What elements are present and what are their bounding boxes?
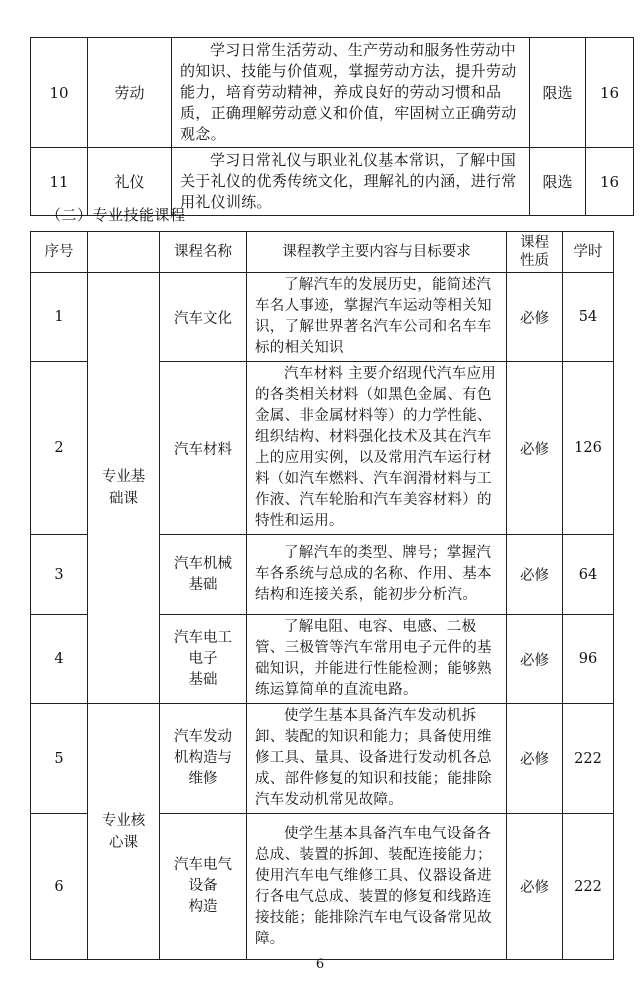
course-name-line: 电子 bbox=[188, 650, 218, 667]
table-row bbox=[31, 273, 614, 362]
general-courses-table-continued bbox=[30, 37, 634, 216]
table-row bbox=[31, 38, 634, 148]
course-content: 了解汽车的类型、牌号；掌握汽车各系统与总成的名称、作用、基本结构和连接关系，能初步分析汽。 bbox=[247, 535, 507, 615]
course-hours: 64 bbox=[563, 535, 614, 615]
page-number: 6 bbox=[315, 957, 325, 972]
course-name-line: 机构造与 bbox=[174, 750, 232, 766]
course-content: 了解汽车的发展历史，能简述汽车名人事迹，掌握汽车运动等相关知识，了解世界著名汽车公司和名车车标的相关知识 bbox=[247, 273, 507, 362]
professional-skills-courses-table bbox=[30, 231, 614, 960]
course-hours: 16 bbox=[586, 38, 634, 148]
course-hours: 54 bbox=[563, 273, 614, 362]
header-content: 课程教学主要内容与目标要求 bbox=[247, 232, 507, 273]
header-type-label: 课程性质 bbox=[520, 235, 549, 269]
course-type: 必修 bbox=[507, 273, 563, 362]
category-label: 专业基础课 bbox=[101, 469, 146, 507]
course-name: 礼仪 bbox=[88, 148, 172, 216]
course-type: 限选 bbox=[530, 38, 586, 148]
course-number: 5 bbox=[31, 704, 88, 814]
course-name: 劳动 bbox=[88, 38, 172, 148]
course-name: 汽车材料 bbox=[160, 362, 247, 535]
course-type: 必修 bbox=[507, 615, 563, 704]
course-name-line: 汽车发动 bbox=[174, 729, 232, 745]
course-content: 使学生基本具备汽车电气设备各总成、装置的拆卸、装配连接能力；使用汽车电气维修工具、仪器设备进行各电气总成、装置的修复和线路连接技能；能排除汽车电气设备常见故障。 bbox=[247, 814, 507, 960]
header-course-name: 课程名称 bbox=[160, 232, 247, 273]
course-type: 必修 bbox=[507, 704, 563, 814]
course-name-line: 汽车电气 bbox=[174, 857, 232, 873]
course-type: 限选 bbox=[530, 148, 586, 216]
course-content: 学习日常生活劳动、生产劳动和服务性劳动中的知识、技能与价值观，掌握劳动方法，提升劳动能力，培育劳动精神，养成良好的劳动习惯和品质，正确理解劳动意义和价值，牢固树立正确劳动观念。 bbox=[172, 38, 530, 148]
course-hours: 126 bbox=[563, 362, 614, 535]
course-name bbox=[160, 535, 247, 615]
course-number: 3 bbox=[31, 535, 88, 615]
course-name-line: 维修 bbox=[188, 771, 218, 787]
course-hours: 16 bbox=[586, 148, 634, 216]
course-name-line: 汽车电工 bbox=[174, 629, 232, 646]
header-type bbox=[507, 232, 563, 273]
course-name-line: 基础 bbox=[188, 671, 218, 688]
course-name bbox=[160, 814, 247, 960]
course-number: 6 bbox=[31, 814, 88, 960]
header-hours: 学时 bbox=[563, 232, 614, 273]
header-category bbox=[88, 232, 160, 273]
course-name-line: 构造 bbox=[188, 899, 218, 915]
course-hours: 96 bbox=[563, 615, 614, 704]
section-heading: （二）专业技能课程 bbox=[46, 206, 186, 224]
course-number: 1 bbox=[31, 273, 88, 362]
course-content: 学习日常礼仪与职业礼仪基本常识，了解中国关于礼仪的优秀传统文化，理解礼的内涵，进行常用礼仪训练。 bbox=[172, 148, 530, 216]
course-number: 11 bbox=[31, 148, 88, 216]
course-name-line: 设备 bbox=[188, 878, 218, 894]
category-core bbox=[88, 704, 160, 960]
course-number: 2 bbox=[31, 362, 88, 535]
course-type: 必修 bbox=[507, 362, 563, 535]
course-name bbox=[160, 704, 247, 814]
category-label: 专业核心课 bbox=[101, 812, 146, 851]
course-hours: 222 bbox=[563, 704, 614, 814]
course-type: 必修 bbox=[507, 814, 563, 960]
course-name: 汽车文化 bbox=[160, 273, 247, 362]
course-content: 汽车材料 主要介绍现代汽车应用的各类相关材料（如黑色金属、有色金属、非金属材料等）的力学性能、组织结构、材料强化技术及其在汽车上的应用实例，以及常用汽车运行材料（如汽车燃料、汽车润滑材料与工作液、汽车轮胎和汽车美容材料）的特性和运用。 bbox=[247, 362, 507, 535]
course-name bbox=[160, 615, 247, 704]
category-basic bbox=[88, 273, 160, 704]
course-content: 了解电阻、电容、电感、二极管、三极管等汽车常用电子元件的基础知识，并能进行性能检测；能够熟练运算简单的直流电路。 bbox=[247, 615, 507, 704]
course-type: 必修 bbox=[507, 535, 563, 615]
course-hours: 222 bbox=[563, 814, 614, 960]
header-number: 序号 bbox=[31, 232, 88, 273]
table-header-row bbox=[31, 232, 614, 273]
course-name-text: 汽车机械基础 bbox=[174, 555, 232, 593]
course-number: 10 bbox=[31, 38, 88, 148]
course-content: 使学生基本具备汽车发动机拆卸、装配的知识和能力；具备使用维修工具、量具、设备进行发动机各总成、部件修复的知识和技能；能排除汽车发动机常见故障。 bbox=[247, 704, 507, 814]
table-row bbox=[31, 704, 614, 814]
course-number: 4 bbox=[31, 615, 88, 704]
